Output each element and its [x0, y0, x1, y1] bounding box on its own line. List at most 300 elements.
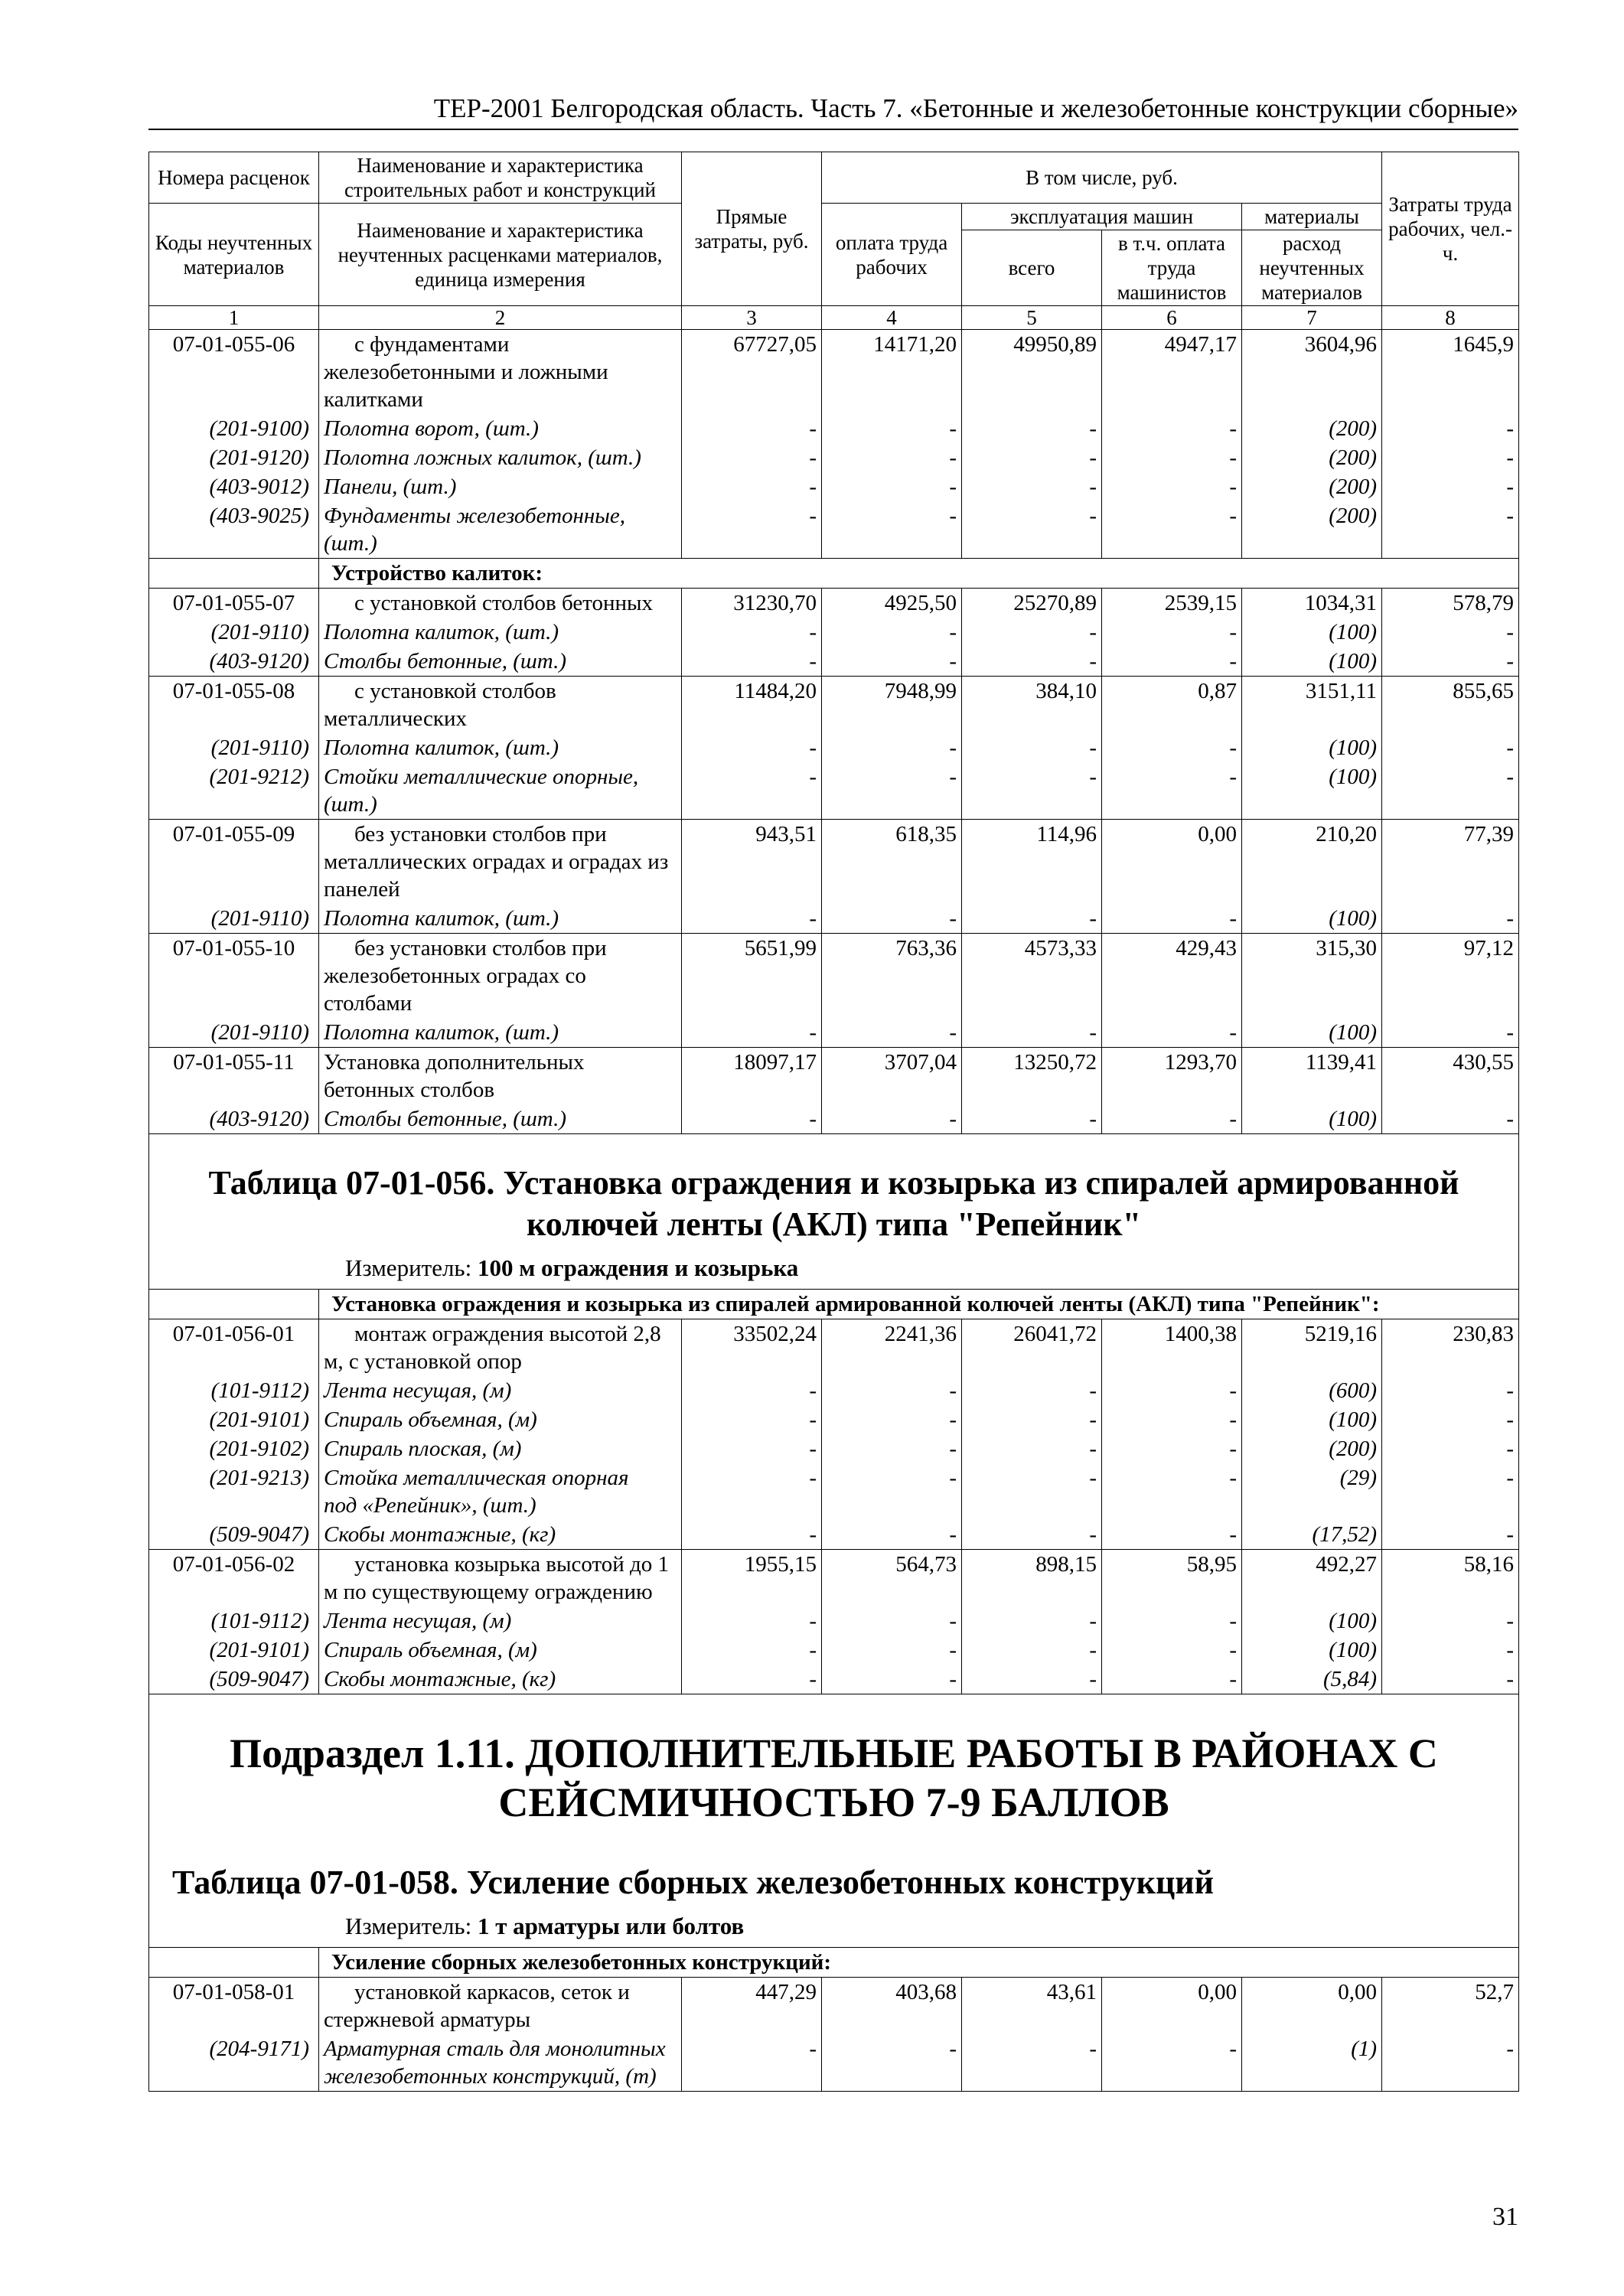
table-title: Таблица 07-01-058. Усиление сборных железобетонных конструкций [172, 1864, 1215, 1901]
material-row [149, 647, 1519, 677]
material-row [149, 733, 1519, 762]
direct-costs: - [682, 1434, 822, 1463]
machines-total: - [962, 1665, 1102, 1694]
rate-code: 07-01-058-01 [149, 1978, 319, 2035]
machinists-pay: - [1102, 904, 1242, 934]
labor-pay: - [822, 414, 962, 443]
section-row [149, 1948, 1519, 1978]
material-row [149, 1018, 1519, 1048]
section-title: Установка ограждения и козырька из спиралей армированной колючей ленты (АКЛ) типа "Репейник": [319, 1290, 1519, 1319]
machines-total: 898,15 [962, 1550, 1102, 1607]
labor-pay: - [822, 762, 962, 820]
section-row [149, 559, 1519, 589]
material-name: Лента несущая, (м) [319, 1376, 682, 1405]
machinists-pay: - [1102, 1665, 1242, 1694]
machines-total: - [962, 1636, 1102, 1665]
material-name: Столбы бетонные, (шт.) [319, 647, 682, 677]
table-banner-row [149, 1694, 1519, 1948]
labor-pay: 7948,99 [822, 677, 962, 734]
column-number: 5 [962, 306, 1102, 330]
work-name: монтаж ограждения высотой 2,8 м, с установкой опор [319, 1319, 682, 1377]
rate-code: 07-01-055-06 [149, 330, 319, 415]
labor-pay: 2241,36 [822, 1319, 962, 1377]
column-number: 3 [682, 306, 822, 330]
rate-code: 07-01-055-07 [149, 589, 319, 618]
labor-hours: - [1382, 1520, 1519, 1550]
direct-costs: 447,29 [682, 1978, 822, 2035]
work-name: с фундаментами железобетонными и ложными калитками [319, 330, 682, 415]
machinists-pay: 58,95 [1102, 1550, 1242, 1607]
machinists-pay: - [1102, 1463, 1242, 1520]
labor-pay: - [822, 1018, 962, 1048]
subsection-title: Подраздел 1.11. ДОПОЛНИТЕЛЬНЫЕ РАБОТЫ В РАЙОНАХ С СЕЙСМИЧНОСТЬЮ 7-9 БАЛЛОВ [230, 1730, 1438, 1825]
materials-consumption: (17,52) [1242, 1520, 1382, 1550]
labor-pay: 14171,20 [822, 330, 962, 415]
table-row [149, 1978, 1519, 2035]
table-measure [154, 1250, 1514, 1288]
rate-code: 07-01-055-10 [149, 934, 319, 1019]
labor-pay: 3707,04 [822, 1048, 962, 1105]
machines-total: - [962, 1104, 1102, 1134]
measure-value: 1 т арматуры или болтов [477, 1913, 745, 1939]
labor-hours: 430,55 [1382, 1048, 1519, 1105]
material-unit: (шт.) [324, 531, 377, 556]
work-name: без установки столбов при железобетонных оградах со столбами [319, 934, 682, 1019]
header-direct-costs: Прямые затраты, руб. [682, 152, 822, 306]
material-code: (201-9213) [149, 1463, 319, 1520]
rate-code: 07-01-055-09 [149, 820, 319, 905]
direct-costs: - [682, 1463, 822, 1520]
table-body [149, 330, 1519, 2092]
direct-costs: 5651,99 [682, 934, 822, 1019]
material-name: Панели, (шт.) [319, 472, 682, 501]
labor-hours: - [1382, 2034, 1519, 2092]
machines-total: - [962, 443, 1102, 472]
machinists-pay: 1293,70 [1102, 1048, 1242, 1105]
machines-total: - [962, 2034, 1102, 2092]
measure-label: Измеритель: [345, 1254, 472, 1281]
machines-total: - [962, 501, 1102, 559]
header-material-codes: Коды неучтенных материалов [149, 204, 319, 306]
direct-costs: 67727,05 [682, 330, 822, 415]
direct-costs: - [682, 618, 822, 647]
material-code: (201-9101) [149, 1405, 319, 1434]
labor-pay: - [822, 647, 962, 677]
material-name: Столбы бетонные, (шт.) [319, 1104, 682, 1134]
header-rate-numbers: Номера расценок [149, 152, 319, 204]
table-row [149, 934, 1519, 1019]
material-row [149, 618, 1519, 647]
machinists-pay: - [1102, 443, 1242, 472]
machines-total: 4573,33 [962, 934, 1102, 1019]
machines-total: 26041,72 [962, 1319, 1102, 1377]
material-code: (201-9100) [149, 414, 319, 443]
table-row [149, 820, 1519, 905]
machines-total: - [962, 762, 1102, 820]
materials-consumption: (100) [1242, 647, 1382, 677]
direct-costs: - [682, 1018, 822, 1048]
header-rule [148, 129, 1518, 130]
materials-consumption: (200) [1242, 1434, 1382, 1463]
column-number: 6 [1102, 306, 1242, 330]
materials-consumption: (200) [1242, 472, 1382, 501]
direct-costs: - [682, 1665, 822, 1694]
materials-consumption: (100) [1242, 904, 1382, 934]
rate-code: 07-01-055-11 [149, 1048, 319, 1105]
direct-costs: 33502,24 [682, 1319, 822, 1377]
machines-total: 25270,89 [962, 589, 1102, 618]
material-row [149, 1104, 1519, 1134]
machinists-pay: - [1102, 1606, 1242, 1636]
material-name: Спираль объемная, (м) [319, 1405, 682, 1434]
materials-cost: 1034,31 [1242, 589, 1382, 618]
column-number: 8 [1382, 306, 1519, 330]
machines-total: - [962, 904, 1102, 934]
material-code: (509-9047) [149, 1665, 319, 1694]
material-unit: под «Репейник», (шт.) [324, 1493, 536, 1518]
material-name-text: Стойка металлическая опорная [324, 1466, 629, 1490]
material-name: Полотна ворот, (шт.) [319, 414, 682, 443]
material-code: (403-9120) [149, 647, 319, 677]
material-row [149, 443, 1519, 472]
materials-consumption: (100) [1242, 1018, 1382, 1048]
machines-total: - [962, 1376, 1102, 1405]
material-name: Полотна калиток, (шт.) [319, 904, 682, 934]
labor-pay: - [822, 501, 962, 559]
material-name: Лента несущая, (м) [319, 1606, 682, 1636]
machinists-pay: 2539,15 [1102, 589, 1242, 618]
material-name: Полотна калиток, (шт.) [319, 733, 682, 762]
labor-pay: - [822, 1405, 962, 1434]
labor-pay: - [822, 472, 962, 501]
material-row [149, 501, 1519, 559]
material-name: Арматурная сталь для монолитных железобетонных конструкций, (т) [319, 2034, 682, 2092]
column-number: 1 [149, 306, 319, 330]
machinists-pay: - [1102, 1636, 1242, 1665]
labor-hours: - [1382, 1104, 1519, 1134]
machinists-pay: 0,00 [1102, 820, 1242, 905]
table-row [149, 589, 1519, 618]
material-code: (201-9110) [149, 618, 319, 647]
rates-table [148, 152, 1519, 2092]
labor-hours: - [1382, 1636, 1519, 1665]
labor-pay: - [822, 618, 962, 647]
labor-pay: - [822, 1434, 962, 1463]
section-spacer [149, 1290, 319, 1319]
machinists-pay: 429,43 [1102, 934, 1242, 1019]
material-code: (101-9112) [149, 1376, 319, 1405]
machinists-pay: - [1102, 733, 1242, 762]
section-title: Устройство калиток: [319, 559, 1519, 589]
measure-label: Измеритель: [345, 1913, 472, 1939]
header-material-name: Наименование и характеристика неучтенных расценками материалов, единица измерения [319, 204, 682, 306]
material-code: (201-9101) [149, 1636, 319, 1665]
materials-cost: 0,00 [1242, 1978, 1382, 2035]
materials-consumption: (100) [1242, 733, 1382, 762]
material-code: (201-9110) [149, 1018, 319, 1048]
labor-pay: - [822, 1376, 962, 1405]
column-number: 4 [822, 306, 962, 330]
section-row [149, 1290, 1519, 1319]
header-materials-consumption: расход неучтенных материалов [1242, 230, 1382, 306]
machines-total: - [962, 1520, 1102, 1550]
materials-consumption: (600) [1242, 1376, 1382, 1405]
materials-consumption: (100) [1242, 1104, 1382, 1134]
machinists-pay: - [1102, 618, 1242, 647]
materials-consumption: (100) [1242, 1636, 1382, 1665]
labor-pay: 618,35 [822, 820, 962, 905]
direct-costs: - [682, 1376, 822, 1405]
work-name: с установкой столбов металлических [319, 677, 682, 734]
machinists-pay: - [1102, 2034, 1242, 2092]
material-name: Полотна ложных калиток, (шт.) [319, 443, 682, 472]
material-name: Полотна калиток, (шт.) [319, 1018, 682, 1048]
measure-value: 100 м ограждения и козырька [477, 1254, 799, 1281]
labor-pay: 564,73 [822, 1550, 962, 1607]
material-name [319, 762, 682, 820]
rate-code: 07-01-055-08 [149, 677, 319, 734]
table-header [149, 152, 1519, 330]
header-including: В том числе, руб. [822, 152, 1382, 204]
table-title: Таблица 07-01-056. Установка ограждения и козырька из спиралей армированной колючей ленты (АКЛ) типа "Репейник" [208, 1164, 1459, 1243]
material-row [149, 762, 1519, 820]
material-code: (403-9012) [149, 472, 319, 501]
labor-pay: - [822, 1636, 962, 1665]
page-number: 31 [1492, 2203, 1518, 2231]
direct-costs: - [682, 733, 822, 762]
machinists-pay: 1400,38 [1102, 1319, 1242, 1377]
material-code: (509-9047) [149, 1520, 319, 1550]
rates-table-frame [148, 152, 1518, 2092]
materials-consumption: (1) [1242, 2034, 1382, 2092]
machinists-pay: - [1102, 1104, 1242, 1134]
work-name: установка козырька высотой до 1 м по существующему ограждению [319, 1550, 682, 1607]
labor-hours: - [1382, 904, 1519, 934]
labor-pay: 4925,50 [822, 589, 962, 618]
material-row [149, 1606, 1519, 1636]
machines-total: 384,10 [962, 677, 1102, 734]
material-code: (204-9171) [149, 2034, 319, 2092]
header-machines-total: всего [962, 230, 1102, 306]
rate-code: 07-01-056-02 [149, 1550, 319, 1607]
direct-costs: 18097,17 [682, 1048, 822, 1105]
labor-hours: 52,7 [1382, 1978, 1519, 2035]
material-code: (201-9110) [149, 904, 319, 934]
materials-consumption: (100) [1242, 762, 1382, 820]
direct-costs: 31230,70 [682, 589, 822, 618]
materials-consumption: (5,84) [1242, 1665, 1382, 1694]
machinists-pay: - [1102, 1520, 1242, 1550]
material-row [149, 1520, 1519, 1550]
labor-hours: - [1382, 1434, 1519, 1463]
material-name: Скобы монтажные, (кг) [319, 1665, 682, 1694]
materials-consumption: (100) [1242, 1405, 1382, 1434]
direct-costs: - [682, 762, 822, 820]
material-name [319, 501, 682, 559]
table-banner [149, 1134, 1519, 1290]
machinists-pay: - [1102, 472, 1242, 501]
labor-hours: 578,79 [1382, 589, 1519, 618]
direct-costs: - [682, 472, 822, 501]
materials-cost: 3604,96 [1242, 330, 1382, 415]
direct-costs: 943,51 [682, 820, 822, 905]
material-name: Спираль плоская, (м) [319, 1434, 682, 1463]
materials-cost: 5219,16 [1242, 1319, 1382, 1377]
labor-pay: - [822, 1463, 962, 1520]
work-name: Установка дополнительных бетонных столбов [319, 1048, 682, 1105]
table-banner [149, 1694, 1519, 1948]
labor-hours: - [1382, 762, 1519, 820]
material-row [149, 1376, 1519, 1405]
table-row [149, 330, 1519, 415]
machines-total: 13250,72 [962, 1048, 1102, 1105]
table-row [149, 1319, 1519, 1377]
materials-consumption: (29) [1242, 1463, 1382, 1520]
material-code: (403-9120) [149, 1104, 319, 1134]
labor-hours: 77,39 [1382, 820, 1519, 905]
labor-hours: - [1382, 1376, 1519, 1405]
direct-costs: - [682, 904, 822, 934]
running-header: ТЕР-2001 Белгородская область. Часть 7. «Бетонные и железобетонные конструкции сборные» [433, 93, 1518, 123]
labor-pay: - [822, 1606, 962, 1636]
machines-total: - [962, 1606, 1102, 1636]
labor-pay: - [822, 2034, 962, 2092]
direct-costs: 11484,20 [682, 677, 822, 734]
table-banner-row [149, 1134, 1519, 1290]
labor-hours: - [1382, 472, 1519, 501]
machines-total: - [962, 618, 1102, 647]
labor-pay: - [822, 1520, 962, 1550]
machinists-pay: - [1102, 501, 1242, 559]
machinists-pay: - [1102, 647, 1242, 677]
direct-costs: - [682, 1520, 822, 1550]
materials-consumption: (200) [1242, 414, 1382, 443]
materials-consumption: (200) [1242, 443, 1382, 472]
column-number: 7 [1242, 306, 1382, 330]
machines-total: - [962, 647, 1102, 677]
direct-costs: - [682, 647, 822, 677]
work-name: с установкой столбов бетонных [319, 589, 682, 618]
material-row [149, 414, 1519, 443]
material-code: (201-9212) [149, 762, 319, 820]
header-materials: материалы [1242, 204, 1382, 230]
machinists-pay: - [1102, 1434, 1242, 1463]
material-code: (101-9112) [149, 1606, 319, 1636]
machines-total: - [962, 1405, 1102, 1434]
table-measure [154, 1908, 1514, 1946]
direct-costs: - [682, 414, 822, 443]
machines-total: - [962, 414, 1102, 443]
material-code: (403-9025) [149, 501, 319, 559]
labor-hours: 97,12 [1382, 934, 1519, 1019]
materials-consumption: (200) [1242, 501, 1382, 559]
work-name: без установки столбов при металлических оградах и оградах из панелей [319, 820, 682, 905]
material-code: (201-9110) [149, 733, 319, 762]
material-name: Спираль объемная, (м) [319, 1636, 682, 1665]
machines-total: 114,96 [962, 820, 1102, 905]
section-title: Усиление сборных железобетонных конструкций: [319, 1948, 1519, 1978]
machines-total: - [962, 1434, 1102, 1463]
machines-total: - [962, 733, 1102, 762]
machinists-pay: - [1102, 1376, 1242, 1405]
material-row [149, 472, 1519, 501]
labor-pay: - [822, 1104, 962, 1134]
material-name: Скобы монтажные, (кг) [319, 1520, 682, 1550]
labor-hours: - [1382, 647, 1519, 677]
material-row [149, 1665, 1519, 1694]
material-name-text: Фундаменты железобетонные, [324, 504, 626, 528]
machines-total: - [962, 1463, 1102, 1520]
direct-costs: - [682, 1636, 822, 1665]
materials-consumption: (100) [1242, 618, 1382, 647]
machinists-pay: - [1102, 414, 1242, 443]
direct-costs: - [682, 1606, 822, 1636]
material-row [149, 1405, 1519, 1434]
labor-pay: 403,68 [822, 1978, 962, 2035]
material-row [149, 904, 1519, 934]
labor-hours: 58,16 [1382, 1550, 1519, 1607]
labor-hours: - [1382, 1463, 1519, 1520]
labor-pay: - [822, 733, 962, 762]
machinists-pay: - [1102, 1018, 1242, 1048]
header-labor-pay: оплата труда рабочих [822, 204, 962, 306]
material-row [149, 2034, 1519, 2092]
labor-hours: - [1382, 1665, 1519, 1694]
materials-cost: 3151,11 [1242, 677, 1382, 734]
direct-costs: - [682, 2034, 822, 2092]
direct-costs: - [682, 501, 822, 559]
header-work-name: Наименование и характеристика строительных работ и конструкций [319, 152, 682, 204]
material-row [149, 1636, 1519, 1665]
labor-hours: 1645,9 [1382, 330, 1519, 415]
table-row [149, 1048, 1519, 1105]
direct-costs: - [682, 1405, 822, 1434]
labor-hours: - [1382, 501, 1519, 559]
labor-pay: 763,36 [822, 934, 962, 1019]
machines-total: 43,61 [962, 1978, 1102, 2035]
material-name [319, 1463, 682, 1520]
labor-hours: - [1382, 733, 1519, 762]
header-machines: эксплуатация машин [962, 204, 1242, 230]
labor-pay: - [822, 1665, 962, 1694]
materials-cost: 492,27 [1242, 1550, 1382, 1607]
material-code: (201-9120) [149, 443, 319, 472]
machinists-pay: 0,87 [1102, 677, 1242, 734]
material-row [149, 1463, 1519, 1520]
labor-pay: - [822, 443, 962, 472]
machines-total: 49950,89 [962, 330, 1102, 415]
labor-hours: - [1382, 443, 1519, 472]
labor-hours: - [1382, 1018, 1519, 1048]
labor-hours: 230,83 [1382, 1319, 1519, 1377]
labor-pay: - [822, 904, 962, 934]
materials-consumption: (100) [1242, 1606, 1382, 1636]
section-spacer [149, 1948, 319, 1978]
material-name-text: Стойки металлические опорные, [324, 765, 639, 789]
material-code: (201-9102) [149, 1434, 319, 1463]
materials-cost: 210,20 [1242, 820, 1382, 905]
work-name: установкой каркасов, сеток и стержневой арматуры [319, 1978, 682, 2035]
direct-costs: 1955,15 [682, 1550, 822, 1607]
labor-hours: - [1382, 1405, 1519, 1434]
materials-cost: 1139,41 [1242, 1048, 1382, 1105]
material-name: Полотна калиток, (шт.) [319, 618, 682, 647]
machines-total: - [962, 472, 1102, 501]
column-number: 2 [319, 306, 682, 330]
direct-costs: - [682, 1104, 822, 1134]
machinists-pay: 0,00 [1102, 1978, 1242, 2035]
labor-hours: - [1382, 618, 1519, 647]
